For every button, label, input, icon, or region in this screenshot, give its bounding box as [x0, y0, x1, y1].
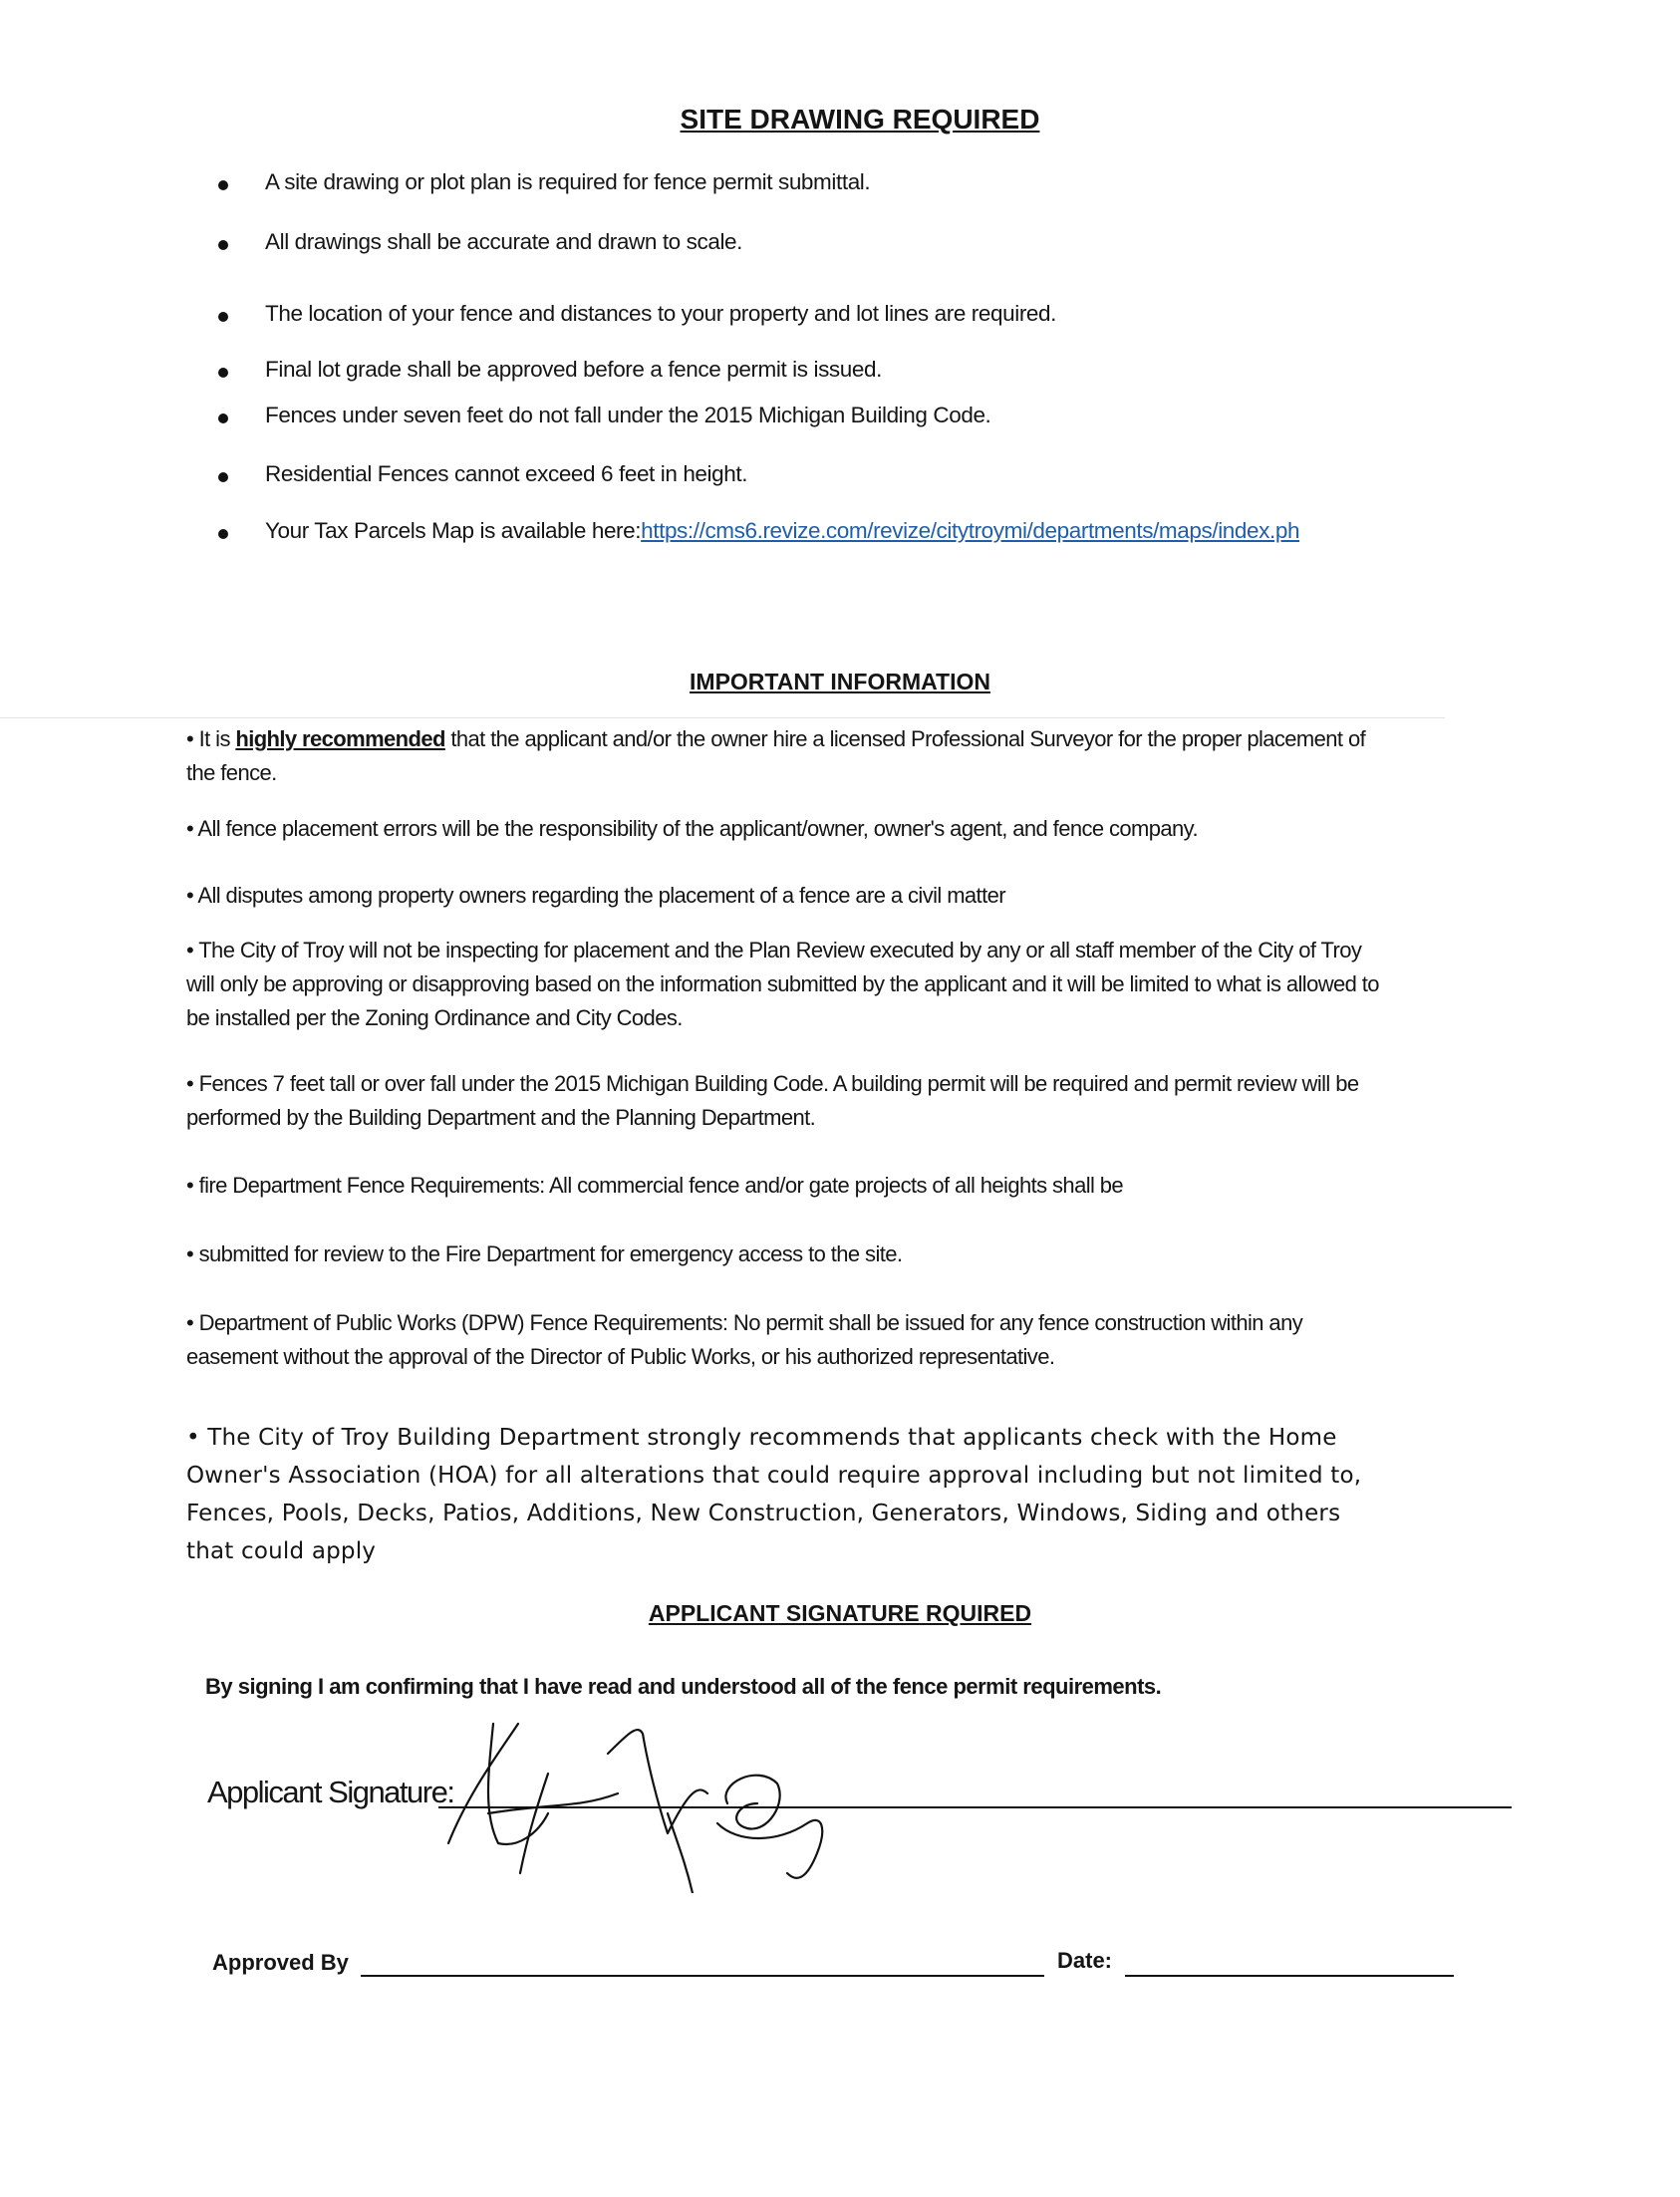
important-information-heading: IMPORTANT INFORMATION: [690, 669, 990, 694]
bullet-dot: [218, 529, 228, 539]
approved-by-line[interactable]: [361, 1975, 1044, 1977]
site-bullet-text: Final lot grade shall be approved before a fence permit is issued.: [265, 357, 882, 382]
important-paragraph-5: • Fences 7 feet tall or over fall under the 2015 Michigan Building Code. A building permit will be required and permit review will be performed by the Building Department and the Planning Department.: [186, 1071, 1359, 1130]
p1-emphasis: highly recommended: [235, 726, 445, 751]
important-paragraph-6: • fire Department Fence Requirements: All commercial fence and/or gate projects of all heights shall be: [186, 1173, 1124, 1198]
hoa-recommendation-paragraph: • The City of Troy Building Department strongly recommends that applicants check with the Home Owner's Association (HOA) for all alterations that could require approval including but not limited to, Fences, Pools, Decks, Patios, Additions, New Construction, Generators, Windows, Siding and others that could apply: [186, 1425, 1362, 1564]
scan-artifact-line: [0, 717, 1445, 718]
important-paragraph-3: • All disputes among property owners regarding the placement of a fence are a civil matter: [186, 883, 1005, 908]
p1-start: • It is: [186, 726, 236, 751]
date-label: Date:: [1057, 1948, 1113, 1973]
site-bullet-text: Fences under seven feet do not fall under the 2015 Michigan Building Code.: [265, 403, 991, 427]
important-paragraph-4: • The City of Troy will not be inspecting for placement and the Plan Review executed by any or all staff member of the City of Troy will only be approving or disapproving based on the information submitted by the applicant and it will be limited to what is allowed to be installed per the Zoning Ordinance and City Codes.: [186, 938, 1379, 1030]
bullet-dot: [218, 472, 228, 482]
bullet-dot: [218, 368, 228, 378]
site-bullet-text: Residential Fences cannot exceed 6 feet in height.: [265, 461, 748, 486]
important-paragraph-8: • Department of Public Works (DPW) Fence Requirements: No permit shall be issued for any fence construction within any easement without the approval of the Director of Public Works, or his authorized representative.: [186, 1310, 1303, 1369]
site-bullet-text: The location of your fence and distances to your property and lot lines are required.: [265, 301, 1056, 326]
signature-confirmation-text: By signing I am confirming that I have read and understood all of the fence permit requirements.: [205, 1674, 1162, 1699]
date-line[interactable]: [1125, 1975, 1454, 1977]
p1-end: that the applicant and/or the owner hire a licensed Professional Surveyor for the proper placement of the fence.: [186, 726, 1366, 785]
important-paragraph-2: • All fence placement errors will be the responsibility of the applicant/owner, owner's agent, and fence company.: [186, 816, 1198, 841]
site-bullet-text: [265, 518, 1299, 544]
approved-by-label: Approved By: [212, 1950, 349, 1975]
important-paragraph-1: [186, 722, 1387, 790]
handwritten-signature: [428, 1694, 947, 1893]
applicant-signature-heading: APPLICANT SIGNATURE RQUIRED: [648, 1600, 1032, 1626]
applicant-signature-label: Applicant Signature:: [207, 1775, 454, 1809]
bullet-dot: [218, 413, 228, 423]
bullet-dot: [218, 240, 228, 250]
site-bullet-text: A site drawing or plot plan is required for fence permit submittal.: [265, 169, 871, 194]
tax-parcels-map-link[interactable]: https://cms6.revize.com/revize/citytroymi/departments/maps/index.ph: [641, 518, 1300, 543]
site-drawing-heading: SITE DRAWING REQUIRED: [680, 104, 1040, 135]
site-bullet-text: All drawings shall be accurate and drawn to scale.: [265, 229, 743, 254]
important-paragraph-7: • submitted for review to the Fire Department for emergency access to the site.: [186, 1241, 903, 1266]
bullet-dot: [218, 312, 228, 322]
tax-map-label: Your Tax Parcels Map is available here:: [265, 518, 642, 543]
bullet-dot: [218, 180, 228, 190]
